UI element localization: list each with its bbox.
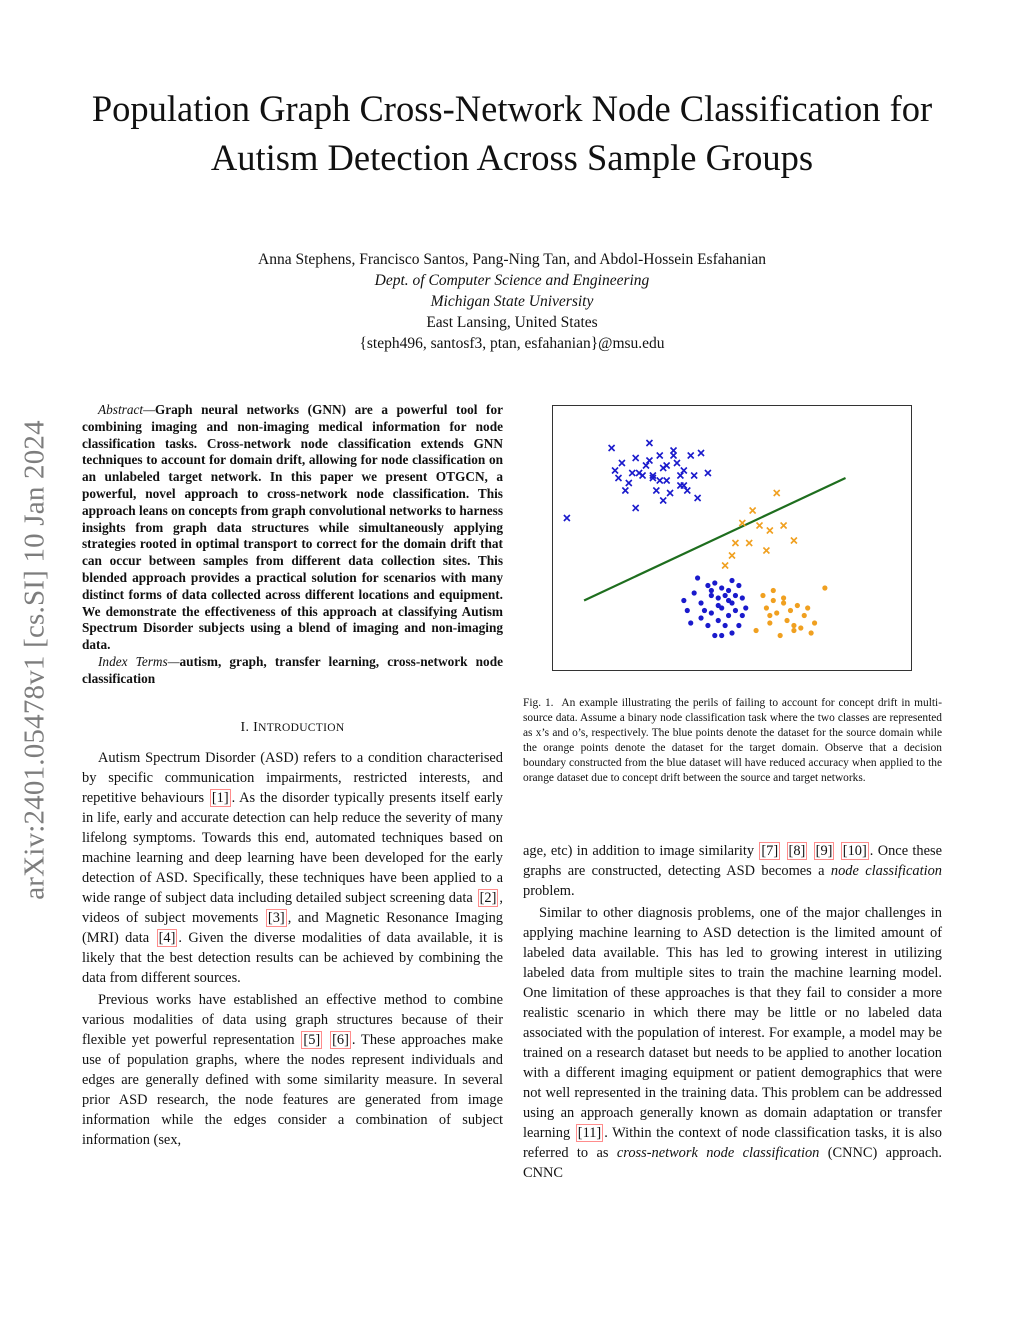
data-point-blue-o bbox=[681, 598, 686, 603]
data-point-blue-o bbox=[692, 590, 697, 595]
data-point-blue-o bbox=[719, 633, 724, 638]
data-point-orange-o bbox=[767, 613, 772, 618]
data-point-blue-o bbox=[740, 613, 745, 618]
data-point-blue-o bbox=[695, 575, 700, 580]
paper-title: Population Graph Cross-Network Node Classification for Autism Detection Across Sample Groups bbox=[91, 88, 933, 178]
author-list: Anna Stephens, Francisco Santos, Pang-Ning Tan, and Abdol-Hossein Esfahanian bbox=[258, 251, 766, 268]
data-point-blue-o bbox=[723, 593, 728, 598]
intro-paragraph-2: Previous works have established an effective method to combine various modalities of data using graph structures because of their flexible yet powerful representation [5] [6] . These approaches make use of population graphs, where the nodes represent individuals and edges are generally defined with some similarity measure. In several prior ASD research, the node features are generated from image information while the edges consider a combination of subject information (sex, bbox=[82, 991, 503, 1148]
citation-link[interactable]: [1] bbox=[211, 789, 229, 806]
data-point-orange-o bbox=[791, 623, 796, 628]
data-point-orange-o bbox=[781, 600, 786, 605]
data-point-orange-o bbox=[809, 630, 814, 635]
data-point-orange-o bbox=[795, 603, 800, 608]
citation-link[interactable]: [4] bbox=[158, 929, 176, 946]
data-point-blue-o bbox=[740, 595, 745, 600]
intro-paragraph-3: age, etc) in addition to image similarity [7] [8] [9] [10] . Once these graphs are constructed, detecting ASD becomes a node classification problem. bbox=[523, 843, 942, 899]
data-point-orange-o bbox=[798, 625, 803, 630]
index-terms-label: Index Terms— bbox=[98, 653, 180, 669]
data-point-orange-o bbox=[788, 608, 793, 613]
data-point-orange-o bbox=[753, 628, 758, 633]
affiliation-location: East Lansing, United States bbox=[426, 314, 598, 331]
data-point-blue-o bbox=[733, 608, 738, 613]
index-terms-text: autism, graph, transfer learning, cross-network node classification bbox=[82, 653, 504, 686]
data-point-blue-o bbox=[698, 615, 703, 620]
citation-link[interactable]: [7] bbox=[761, 843, 779, 859]
data-point-blue-o bbox=[729, 630, 734, 635]
data-point-orange-o bbox=[771, 588, 776, 593]
data-point-orange-o bbox=[784, 618, 789, 623]
data-point-blue-o bbox=[719, 585, 724, 590]
data-point-blue-o bbox=[712, 633, 717, 638]
data-point-blue-o bbox=[723, 623, 728, 628]
citation-link[interactable]: [3] bbox=[267, 909, 285, 926]
data-point-blue-o bbox=[705, 623, 710, 628]
data-point-orange-o bbox=[802, 613, 807, 618]
data-point-blue-o bbox=[685, 608, 690, 613]
data-point-orange-o bbox=[812, 620, 817, 625]
data-point-orange-o bbox=[791, 628, 796, 633]
data-point-blue-o bbox=[709, 610, 714, 615]
data-point-orange-o bbox=[781, 595, 786, 600]
data-point-blue-o bbox=[702, 608, 707, 613]
abstract bbox=[82, 402, 503, 654]
data-point-blue-o bbox=[726, 613, 731, 618]
data-point-orange-o bbox=[805, 605, 810, 610]
data-point-orange-o bbox=[760, 593, 765, 598]
left-column bbox=[82, 402, 503, 1152]
data-point-blue-o bbox=[688, 620, 693, 625]
author-emails: {steph496, santosf3, ptan, esfahanian}@msu.edu bbox=[359, 335, 665, 352]
figure-caption-text: An example illustrating the perils of failing to account for concept drift in multi-source data. Assume a binary node classification task where the two classes are represented as x’s and o’s, respectively. The blue points denote the dataset for the source domain while the orange points denote the dataset for the target domain. Observe that a decision boundary constructed from the blue dataset will have reduced accuracy when applied to the orange dataset due to concept drift between the source and target networks. bbox=[523, 697, 942, 784]
data-point-blue-o bbox=[716, 603, 721, 608]
figure-label: Fig. 1. bbox=[523, 697, 554, 709]
data-point-blue-o bbox=[736, 623, 741, 628]
data-point-blue-o bbox=[698, 600, 703, 605]
data-point-blue-o bbox=[733, 593, 738, 598]
data-point-blue-o bbox=[726, 598, 731, 603]
arxiv-sidebar bbox=[10, 375, 60, 945]
data-point-orange-o bbox=[822, 585, 827, 590]
citation-link[interactable]: [11] bbox=[577, 1125, 602, 1141]
data-point-orange-o bbox=[764, 605, 769, 610]
citation-link[interactable]: [5] bbox=[303, 1031, 321, 1048]
data-point-orange-o bbox=[771, 598, 776, 603]
intro-paragraph-4: Similar to other diagnosis problems, one of the major challenges in applying machine learning to ASD detection is the limited amount of labeled data available. This has led to growing interest in utilizing labeled data from multiple sites to train the machine learning model. One limitation of these approaches is that they fail to consider a more realistic scenario in which there may be little or no labeled data associated with the population of interest. For example, a model may be trained on a research dataset but needs to be applied to another location with a different imaging equipment or patient demographics that were not well represented in the training data. This problem can be addressed using an approach generally known as domain adaptation or transfer learning [11] . Within the context of node classification tasks, it is also referred to as cross-network node classification (CNNC) approach. CNNC bbox=[523, 905, 943, 1181]
intro-paragraph-1: Autism Spectrum Disorder (ASD) refers to a condition characterised by specific communication impairments, restricted interests, and repetitive behaviours [1] . As the disorder typically presents itself early in life, early and accurate detection can help reduce the severity of many lifelong symptoms. Towards this end, automated techniques based on machine learning and deep learning have been developed for the early detection of ASD. Specifically, these techniques have been applied to a wide range of subject data including detailed subject screening data [2] , videos of subject movements [3] , and Magnetic Resonance Imaging (MRI) data [4] . Given the diverse modalities of data available, it is likely that the best detection results can be achieved by combining the data from different sources. bbox=[82, 749, 503, 986]
data-point-blue-o bbox=[716, 618, 721, 623]
abstract-label: Abstract— bbox=[98, 402, 155, 417]
abstract-text: Graph neural networks (GNN) are a powerful tool for combining imaging and non-imaging medical information for node classification tasks. Cross-network node classification extends GNN techniques to account for domain drift, allowing for node classification on an unlabeled target network. In this paper we present OTGCN, a powerful, novel approach to cross-network node classification. This approach leans on concepts from graph convolutional networks to harness insights from graph data structures while simultaneously applying strategies rooted in optimal transport to correct for the domain drift that can occur between samples from different data collection sites. This blended approach provides a practical solution for scenarios with many distinct forms of data collected across different locations and equipment. We demonstrate the effectiveness of this approach at classifying Autism Spectrum Disorder subjects using a blend of imaging and non-imaging data. bbox=[82, 402, 503, 653]
citation-link[interactable]: [6] bbox=[332, 1031, 349, 1048]
right-column bbox=[523, 841, 942, 1185]
index-terms bbox=[82, 654, 503, 688]
citation-link[interactable]: [9] bbox=[815, 843, 833, 859]
figure-caption bbox=[523, 696, 942, 786]
data-point-orange-o bbox=[774, 610, 779, 615]
citation-link[interactable]: [2] bbox=[479, 889, 497, 906]
arxiv-identifier: arXiv:2401.05478v1 [cs.SI] 10 Jan 2024 bbox=[18, 420, 51, 900]
affiliation-university: Michigan State University bbox=[430, 293, 594, 310]
figure-scatter-plot bbox=[552, 405, 912, 671]
citation-link[interactable]: [8] bbox=[788, 843, 806, 859]
data-point-blue-o bbox=[709, 593, 714, 598]
data-point-blue-o bbox=[743, 605, 748, 610]
data-point-blue-o bbox=[726, 588, 731, 593]
data-point-orange-o bbox=[778, 633, 783, 638]
data-point-blue-o bbox=[716, 595, 721, 600]
data-point-blue-o bbox=[729, 578, 734, 583]
data-point-blue-o bbox=[709, 588, 714, 593]
section-heading-introduction: I. INTRODUCTION bbox=[240, 719, 345, 735]
data-point-blue-o bbox=[712, 580, 717, 585]
data-point-blue-o bbox=[705, 583, 710, 588]
affiliation-department: Dept. of Computer Science and Engineering bbox=[374, 272, 650, 289]
data-point-orange-o bbox=[767, 620, 772, 625]
data-point-blue-o bbox=[736, 583, 741, 588]
citation-link[interactable]: [10] bbox=[842, 843, 867, 859]
